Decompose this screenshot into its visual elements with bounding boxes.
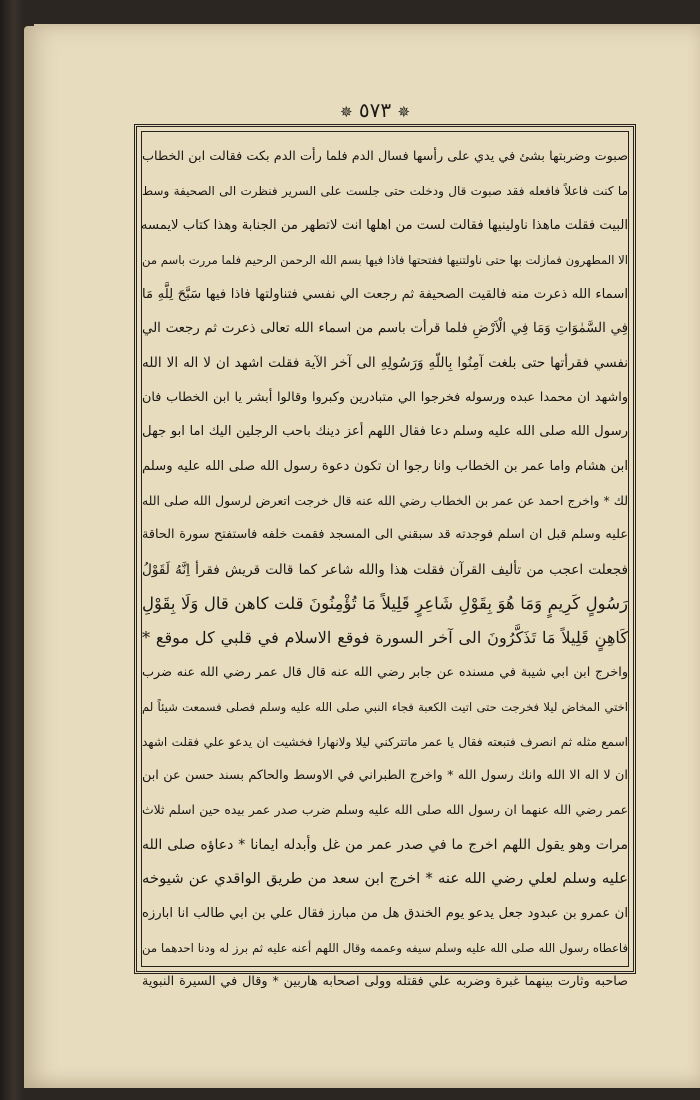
ornament-right-icon: ✵ (397, 103, 411, 121)
ornament-left-icon: ✵ (339, 103, 353, 121)
text-line-quran: كَاهِنٍ قَلِيلاً مَا تَذَكَّرُونَ الى آخر السورة فوقع الاسلام في قلبي كل موقع * (142, 628, 628, 648)
text-line: البيت فقلت ماهذا ناولينيها فقالت لست من اهلها انت لاتطهر من الجنابة وهذا كتاب لايمسه (140, 217, 628, 233)
text-line: ان لا اله الا الله وانك رسول الله * واخرج الطبراني في الاوسط والحاكم بسند حسن عن ابن (142, 768, 628, 784)
text-line: الا المطهرون فمازلت بها حتى ناولتنيها ففتحتها فاذا فيها بسم الله الرحمن الرحيم فلما مررت باسم من (142, 253, 628, 268)
text-line: واخرج ابن ابي شيبة في مسنده عن جابر رضي الله عنه قال قال عمر رضي الله عنه ضرب (142, 664, 628, 680)
text-line: فجعلت اعجب من تأليف القرآن فقلت هذا والله شاعر كما قالت قريش فقرأ اِنَّهُ لَقَوْلُ (142, 561, 628, 578)
text-line: صاحبه وثارت بينهما غبرة وضربه علي فقتله وولى اصحابه هاربين * وقال في السيرة النبوية (142, 974, 628, 990)
page-number (330, 98, 420, 122)
text-line-quran: فِي السَّمٰوَاتِ وَمَا فِي الْاَرْضِ فلما قرأت باسم من اسماء الله تعالى ذعرت ثم رجعت الي (142, 320, 628, 336)
text-line: صبوت وضربتها بشئ في يدي على رأسها فسال الدم فلما رأت الدم بكت فقالت ابن الخطاب (142, 149, 628, 164)
text-line: فاعطاه رسول الله صلى الله عليه وسلم سيفه وعممه وقال اللهم أعنه عليه ثم برز له ودنا احدهما من (142, 940, 628, 955)
text-line: عليه وسلم لعلي رضي الله عنه * اخرج ابن سعد من طريق الواقدي عن شيوخه (142, 870, 628, 888)
text-body (140, 140, 628, 990)
text-line: عمر رضي الله عنهما ان رسول الله صلى الله عليه وسلم ضرب صدر عمر بيده حين اسلم ثلاث (142, 802, 628, 818)
page-number-text: ٥٧٣ (358, 98, 392, 122)
text-line: اختي المخاض ليلا فخرجت حتى اتيت الكعبة فجاء النبي صلى الله عليه وسلم فصلى فسمعت شيئاً لم (142, 700, 628, 715)
text-line: واشهد ان محمدا عبده ورسوله فخرجوا الي متبادرين وكبروا وقالوا أبشر يا ابن الخطاب فان (142, 389, 628, 405)
text-line: اسمع مثله ثم انصرف فتبعته فقال يا عمر ماتتركني ليلا ولانهارا فخشيت ان يدعو علي فقلت اشهد (142, 734, 628, 749)
text-line: ما كنت فاعلاً فافعله فقد صبوت قال ودخلت حتى جلست على السرير فنظرت الى الصحيفة وسط (142, 184, 628, 199)
text-line: رسول الله صلى الله عليه وسلم دعا فقال اللهم أعز دينك باحب الرجلين اليك اما ابو جهل (142, 424, 628, 440)
text-line-quran: رَسُولٍ كَرِيمٍ وَمَا هُوَ بِقَوْلِ شَاعِرٍ قَلِيلاً مَا تُؤْمِنُونَ قلت كاهن قال وَلَا بِقَوْلِ (142, 594, 628, 614)
text-line: ان عمرو بن عبدود جعل يدعو يوم الخندق هل من مبارز فقال علي بن ابي طالب انا ابارزه (142, 905, 628, 921)
text-line: لك * واخرج احمد عن عمر بن الخطاب رضي الله عنه قال خرجت اتعرض لرسول الله صلى الله (142, 492, 628, 508)
text-line: اسماء الله ذعرت منه فالقيت الصحيفة ثم رجعت الي نفسي فتناولتها فاذا فيها سَبَّحَ لِلَّهِ مَا (142, 286, 628, 302)
text-line: مرات وهو يقول اللهم اخرج ما في صدر عمر من غل وأبدله ايمانا * دعاؤه صلى الله (142, 836, 628, 853)
text-line: نفسي فقرأتها حتى بلغت آمِنُوا بِاللّهِ وَرَسُولِهِ الى آخر الآية فقلت اشهد ان لا اله الا الله (142, 355, 628, 372)
text-line: عليه وسلم قبل ان اسلم فوجدته قد سبقني الى المسجد فقمت خلفه فاستفتح سورة الحاقة (142, 527, 628, 543)
text-line: ابن هشام واما عمر بن الخطاب وانا رجوا ان تكون دعوة رسول الله صلى الله عليه وسلم (142, 458, 628, 474)
